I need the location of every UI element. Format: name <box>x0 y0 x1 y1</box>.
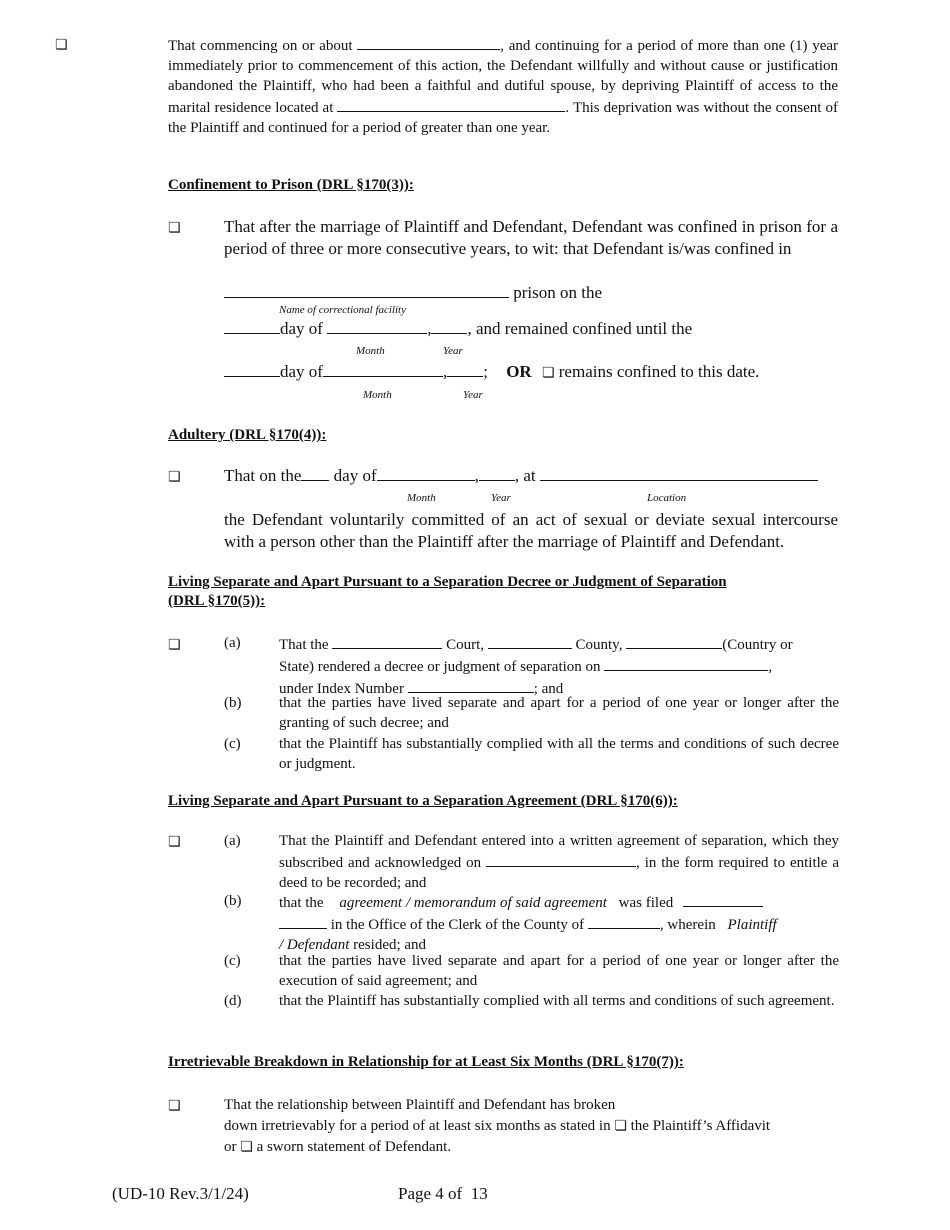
start-year-field[interactable] <box>431 318 467 334</box>
agreement-c-label: (c) <box>224 953 241 969</box>
breakdown-text: That the relationship between Plaintiff and Defendant has broken down irretrievably for a period of at least six months as stated in ❏ the Plaintiff’s Affidavit or ❏ a sworn statement of Defendant. <box>224 1097 771 1155</box>
end-month-caption: Month <box>363 389 392 401</box>
adultery-month-field[interactable] <box>377 465 475 481</box>
or-label: OR <box>506 362 532 381</box>
start-month-caption: Month <box>356 345 385 357</box>
decree-c-text: that the Plaintiff has substantially complied with all the terms and conditions of such decree or judgment. <box>279 736 839 772</box>
defendant-statement-checkbox[interactable]: ❏ <box>240 1139 253 1155</box>
agreement-a-text: That the Plaintiff and Defendant entered into a written agreement of separation, which they subscribed and acknowledged on , in the form required to entitle a deed to be recorded; and <box>279 833 840 891</box>
adultery-text: the Defendant voluntarily committed of an act of sexual or deviate sexual intercourse with a person other than the Plaintiff after the marriage of Plaintiff and Defendant. <box>224 510 838 551</box>
decree-b-label: (b) <box>224 695 242 711</box>
agreement-clerk-county-field[interactable] <box>588 913 660 929</box>
marital-residence-field[interactable] <box>337 96 565 112</box>
decree-heading: Living Separate and Apart Pursuant to a Separation Decree or Judgment of Separation (DRL §170(5)): <box>168 574 727 609</box>
abandonment-checkbox[interactable]: ❏ <box>55 37 68 53</box>
agreement-heading: Living Separate and Apart Pursuant to a Separation Agreement (DRL §170(6)): <box>168 793 678 809</box>
decree-court-field[interactable] <box>332 633 442 649</box>
decree-a-text: That the Court, County, (Country or State) rendered a decree or judgment of separation on , under Index Number ; and <box>279 633 839 699</box>
adultery-year-caption: Year <box>491 492 511 504</box>
agreement-b-label: (b) <box>224 893 242 909</box>
abandonment-paragraph: That commencing on or about , and continuing for a period of more than one (1) year immediately prior to commencement of this action, the Defendant willfully and without cause or justification abandoned the Plaintiff, who had been a faithful and dutiful spouse, by depriving Plaintiff of access to the marital residence located at . This deprivation was without the consent of the Plaintiff and continued for a period of greater than one year. <box>168 34 838 138</box>
adultery-location-caption: Location <box>647 492 687 504</box>
agreement-acknowledged-date-field[interactable] <box>486 851 636 867</box>
adultery-location-field[interactable] <box>540 465 818 481</box>
decree-date-field[interactable] <box>604 655 768 671</box>
adultery-day-field[interactable] <box>301 465 329 481</box>
decree-checkbox[interactable]: ❏ <box>168 637 181 653</box>
facility-caption: Name of correctional facility <box>279 304 406 316</box>
decree-b-text: that the parties have lived separate and apart for a period of one year or longer after the granting of such decree; and <box>279 695 839 731</box>
abandonment-date-field[interactable] <box>357 34 500 50</box>
prison-checkbox[interactable]: ❏ <box>168 220 181 236</box>
end-day-field[interactable] <box>224 361 280 377</box>
prison-text: That after the marriage of Plaintiff and Defendant, Defendant was confined in prison for a period of three or more consecutive years, to wit: that Defendant is/was confined in <box>224 217 838 258</box>
agreement-d-label: (d) <box>224 993 242 1009</box>
agreement-c-text: that the parties have lived separate and apart for a period of one year or longer after the execution of said agreement; and <box>279 953 839 989</box>
agreement-filed-field-2[interactable] <box>279 913 327 929</box>
page-number: Page 4 of 13 <box>398 1184 488 1203</box>
form-id: (UD-10 Rev.3/1/24) <box>112 1184 249 1203</box>
prison-line-facility: prison on the <box>224 282 602 304</box>
prison-line-end: day of , ; OR ❏ remains confined to this date. <box>224 361 759 383</box>
remains-confined-checkbox[interactable]: ❏ <box>541 365 555 381</box>
adultery-checkbox[interactable]: ❏ <box>168 469 181 485</box>
agreement-b-text: that the agreement / memorandum of said agreement was filed in the Office of the Clerk of the County of , wherein Plaintiff / Defendant resided; and <box>279 891 844 955</box>
agreement-checkbox[interactable]: ❏ <box>168 834 181 850</box>
agreement-a-label: (a) <box>224 833 241 849</box>
breakdown-checkbox[interactable]: ❏ <box>168 1098 181 1114</box>
adultery-month-caption: Month <box>407 492 436 504</box>
end-month-field[interactable] <box>323 361 443 377</box>
agreement-filed-field-1[interactable] <box>683 891 763 907</box>
correctional-facility-field[interactable] <box>224 282 509 298</box>
start-day-field[interactable] <box>224 318 280 334</box>
end-year-field[interactable] <box>447 361 483 377</box>
breakdown-heading: Irretrievable Breakdown in Relationship for at Least Six Months (DRL §170(7)): <box>168 1054 684 1070</box>
decree-county-field[interactable] <box>488 633 572 649</box>
prison-line-start: day of , , and remained confined until the <box>224 318 692 340</box>
prison-heading: Confinement to Prison (DRL §170(3)): <box>168 177 414 193</box>
adultery-heading: Adultery (DRL §170(4)): <box>168 427 327 443</box>
agreement-d-text: that the Plaintiff has substantially complied with all terms and conditions of such agreement. <box>279 993 835 1009</box>
decree-index-number-field[interactable] <box>408 677 534 693</box>
decree-country-field[interactable] <box>626 633 722 649</box>
start-month-field[interactable] <box>327 318 427 334</box>
decree-a-label: (a) <box>224 635 241 651</box>
adultery-line1: That on the day of , , at <box>224 465 818 487</box>
end-year-caption: Year <box>463 389 483 401</box>
adultery-year-field[interactable] <box>479 465 515 481</box>
decree-c-label: (c) <box>224 736 241 752</box>
plaintiff-affidavit-checkbox[interactable]: ❏ <box>614 1118 627 1134</box>
start-year-caption: Year <box>443 345 463 357</box>
